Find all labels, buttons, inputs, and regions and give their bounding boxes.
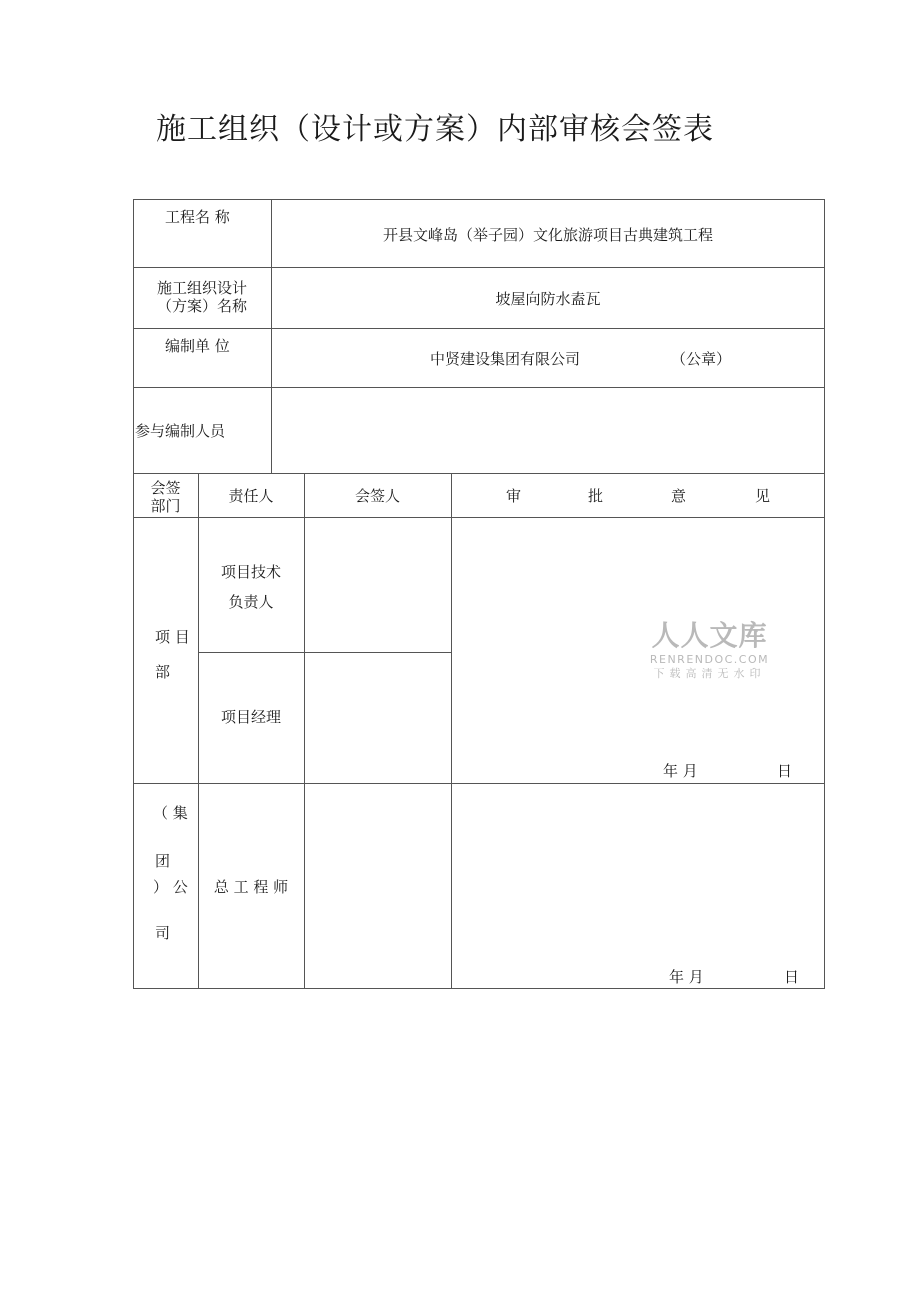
tech-lead-label: 负责人 [228,593,274,611]
row-divider [133,328,825,329]
chief-engineer-label: 总 工 程 师 [213,878,289,896]
design-name-value: 坡屋向防水盍瓦 [495,290,601,308]
table-border-left [133,199,134,989]
staff-label: 参与编制人员 [135,422,226,440]
column-divider [304,473,305,989]
row-divider [133,517,825,518]
company-label: （ 集 [153,804,188,822]
table-border-right [824,199,825,989]
opinion-header-char: 审 [506,487,522,505]
company-label: ） 公 [153,878,188,896]
row-divider [198,652,451,653]
unit-value: 中贤建设集团有限公司 [430,350,581,368]
row-divider [133,473,825,474]
column-divider [198,473,199,989]
date-year-month: 年 月 [663,762,698,780]
date-day: 日 [777,762,793,780]
company-label: 司 [155,924,171,942]
signer-header: 会签人 [354,487,400,505]
project-manager-label: 项目经理 [220,708,281,726]
dept-header: 会签 部门 [150,479,181,515]
design-name-label: 施工组织设计 （方案）名称 [156,279,247,315]
date-year-month: 年 月 [669,968,704,986]
page-title: 施工组织（设计或方案）内部审核会签表 [156,112,714,147]
date-day: 日 [784,968,800,986]
row-divider [133,783,825,784]
company-label: 团 [155,852,171,870]
project-name-value: 开县文峰岛（举子园）文化旅游项目古典建筑工程 [382,226,713,244]
approval-form-table [133,199,825,989]
tech-lead-label: 项目技术 [220,563,281,581]
opinion-header-char: 见 [755,487,771,505]
opinion-header-char: 批 [588,487,604,505]
project-dept-label: 部 [155,663,171,681]
project-name-label: 工程名 称 [165,208,230,226]
table-border-bottom [133,988,825,989]
table-border-top [133,199,825,200]
column-divider [451,473,452,989]
opinion-header-char: 意 [671,487,687,505]
project-dept-label: 项 目 [155,628,190,646]
watermark-logo: 人人文库 RENRENDOC.COM 下载高清无水印 [649,619,770,680]
responsible-header: 责任人 [228,487,274,505]
row-divider [133,267,825,268]
unit-label: 编制单 位 [165,337,230,355]
unit-stamp: （公章） [671,350,732,368]
row-divider [133,387,825,388]
